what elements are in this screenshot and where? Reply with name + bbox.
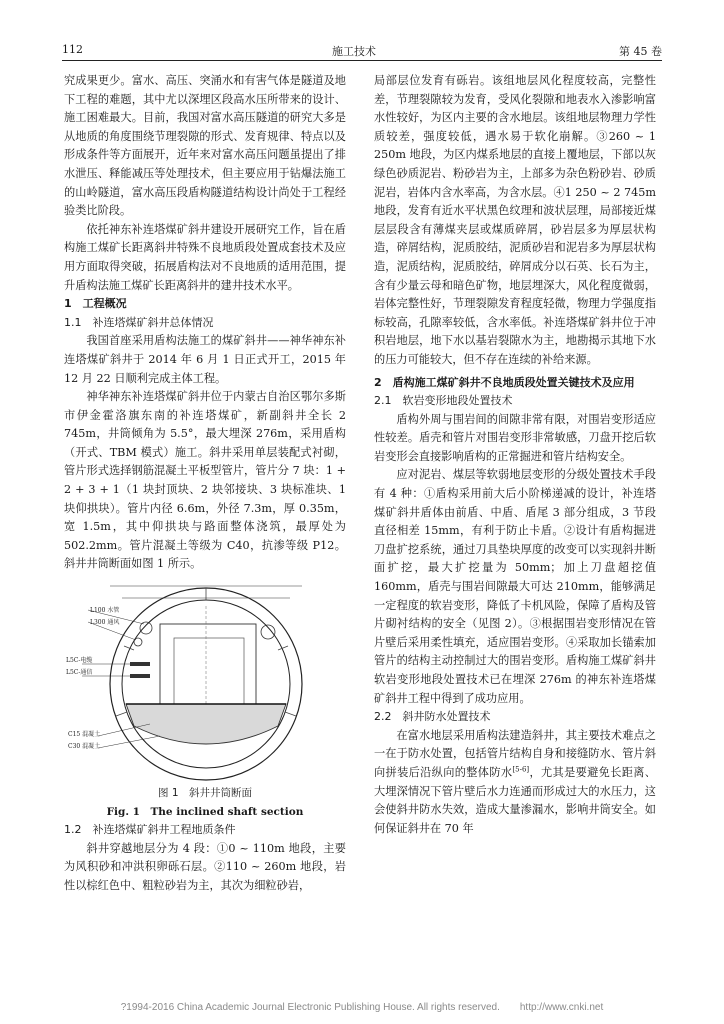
paragraph: 我国首座采用盾构法施工的煤矿斜井——神华神东补连塔煤矿斜井于 2014 年 6 月 1 日正式开工，2015 年 12 月 22 日顺利完成主体工程。	[64, 334, 346, 385]
paragraph: 究成果更少。富水、高压、突涌水和有害气体是隧道及地下工程的难题，其中尤以深埋区段高水压所带来的设计、施工困难最大。目前，我国对富水高压隧道的研究大多是从地质的角度围绕节理裂隙的形式、发育规律、特点以及形成条件等方面展开，近年来对富水高压问题虽提出了排水泄压、释能减压等处理技术，但主要应用于钻爆法施工的山岭隧道，富水高压段盾构隧道结构设计尚处于工程经验类比阶段。	[64, 74, 346, 218]
figure-label: L300 通风	[90, 619, 120, 627]
paragraph: 应对泥岩、煤层等软弱地层变形的分级处置技术手段有 4 种：①盾构采用前大后小阶梯递减的设计，补连塔煤矿斜井盾体由前盾、中盾、盾尾 3 部分组成，3 节段直径相差 15mm，有利于防止卡盾。②设计有盾构掘进刀盘扩挖系统，通过刀具垫块厚度的改变可以实现斜井断面扩挖，最大扩挖量为 50mm；加上刀盘超挖值 160mm，盾壳与围岩间隙最大可达 210mm，能够满足一定程度的软岩变形，降低了卡机风险，保障了盾构及管片砌衬结构的安全（见图 2）。③根据围岩变形情况在管片壁后采用柔性填充，适应围岩变形。④采取加长锚索加管片的结构主动控制过大的围岩变形。盾构施工煤矿斜井软岩变形地段处置技术已在埋深 276m 的神东补连塔煤矿斜井工程中得到了成功应用。	[374, 468, 656, 705]
right-column	[374, 72, 656, 838]
paragraph	[374, 727, 656, 839]
shaft-section-figure	[64, 576, 346, 784]
volume-label: 第 45 卷	[619, 45, 662, 58]
subsection-heading: 1.1 补连塔煤矿斜井总体情况	[64, 315, 214, 329]
page-header	[62, 40, 662, 61]
figure-label: C15 混凝土	[68, 731, 101, 739]
section-heading: 1 工程概况	[64, 297, 127, 311]
subsection-heading: 2.1 软岩变形地段处置技术	[374, 394, 513, 408]
citation-ref[interactable]: [5-6]	[512, 765, 530, 774]
paragraph: 盾构外周与围岩间的间隙非常有限，对围岩变形适应性较差。盾壳和管片对围岩变形非常敏感，刀盘开挖后软岩变形会直接影响盾构的正常掘进和管片结构安全。	[374, 412, 656, 463]
paragraph-text: ，尤其是要避免长距离、大埋深情况下管片壁后水力连通而形成过大的水压力，这会使斜井防水失效，造成大量渗漏水，影响井筒安全。如何保证斜井在 70 年	[374, 765, 656, 835]
figure-label: L5C-电缆	[66, 657, 93, 665]
figure-label: C30 混凝土	[68, 743, 101, 751]
copyright-footer: ?1994-2016 China Academic Journal Electronic Publishing House. All rights reserved. http://www.cnki.net	[120, 1002, 604, 1013]
paragraph-text: 在富水地层采用盾构法建造斜井，其主要技术难点之一在于防水处置，包括管片结构自身和接缝防水、管片斜向拼装后沿纵向的整体防水	[374, 728, 656, 779]
journal-title: 施工技术	[332, 45, 376, 58]
left-column	[64, 72, 346, 896]
figure-label: L5C-通信	[66, 669, 93, 677]
subsection-heading: 1.2 补连塔煤矿斜井工程地质条件	[64, 823, 236, 837]
clearance-envelope	[160, 624, 256, 704]
shaft-section-drawing	[64, 576, 346, 784]
paragraph: 局部层位发育有砾岩。该组地层风化程度较高，完整性差，节理裂隙较为发育，受风化裂隙和地表水入渗影响富水性较好，为区内主要的含水地层。该组地层物理力学性质较差，强度较低，遇水易于软化崩解。③260 ~ 1 250m 地段，为区内煤系地层的直接上覆地层，下部以灰绿色砂质泥岩、粉砂岩为主，上部多为杂色粉砂岩、砂质泥岩，岩体内含水率高，为含水层。④1 250 ~ 2 745m 地段，发育有近水平状黑色纹理和波状层理，局部接近煤层层段含有薄煤夹层或煤质碎屑，砂岩层多为厚层状构造，碎屑结构，泥质胶结，泥质砂岩和泥岩多为厚层状构造，泥质结构，泥质胶结，碎屑成分以石英、长石为主，含有少量云母和暗色矿物，地层埋深大，风化程度微弱，岩体完整性好，节理裂隙发育程度轻微，物理力学强度指标较高，孔隙率较低，含水率低。补连塔煤矿斜井位于冲积岩地层，地下水以基岩裂隙水为主，地勘揭示其地下水的压力可能较大，但不存在连续的补给来源。	[374, 74, 656, 366]
vehicle-outline	[174, 638, 244, 704]
paragraph: 神华神东补连塔煤矿斜井位于内蒙古自治区鄂尔多斯市伊金霍洛旗东南的补连塔煤矿，新副斜井全长 2 745m，井筒倾角为 5.5°，最大埋深 276m，采用盾构（开式、TBM 模式）施工。斜井采用单层装配式衬砌，管片形式选择钢筋混凝土平板型管片，管片分 7 块：1 + 2 + 3 + 1（1 块封顶块、2 块邻接块、3 块标准块、1 块仰拱块）。管片内径 6.6m，外径 7.3m，厚 0.35m，宽 1.5m，其中仰拱块与路面整体浇筑，最厚处为 502.2mm。管片混凝土等级为 C40，抗渗等级 P12。斜井井筒断面如图 1 所示。	[64, 390, 346, 571]
figure-caption-cn: 图 1 斜井井筒断面	[157, 787, 253, 800]
pipe-icon	[140, 622, 152, 634]
figure-caption-en: Fig. 1 The inclined shaft section	[106, 805, 304, 818]
paragraph: 依托神东补连塔煤矿斜井建设开展研究工作，旨在盾构施工煤矿长距离斜井特殊不良地质段处置成套技术及应用方面取得突破，拓展盾构法对不良地质的适用范围，提升盾构法施工煤矿长距离斜井的建井技术水平。	[64, 222, 346, 292]
paragraph: 斜井穿越地层分为 4 段：①0 ~ 110m 地段，主要为风积砂和冲洪积卵砾石层。②110 ~ 260m 地段，岩性以棕红色中、粗粒砂岩为主，其次为细粒砂岩，	[64, 841, 346, 892]
pipe-icon	[134, 638, 142, 646]
page-number: 112	[62, 43, 83, 56]
cable-tray-icon	[130, 674, 150, 678]
cable-tray-icon	[130, 662, 150, 666]
subsection-heading: 2.2 斜井防水处置技术	[374, 710, 491, 724]
section-heading: 2 盾构施工煤矿斜井不良地质段处置关键技术及应用	[374, 375, 635, 389]
figure-label: L100 水管	[90, 607, 120, 615]
